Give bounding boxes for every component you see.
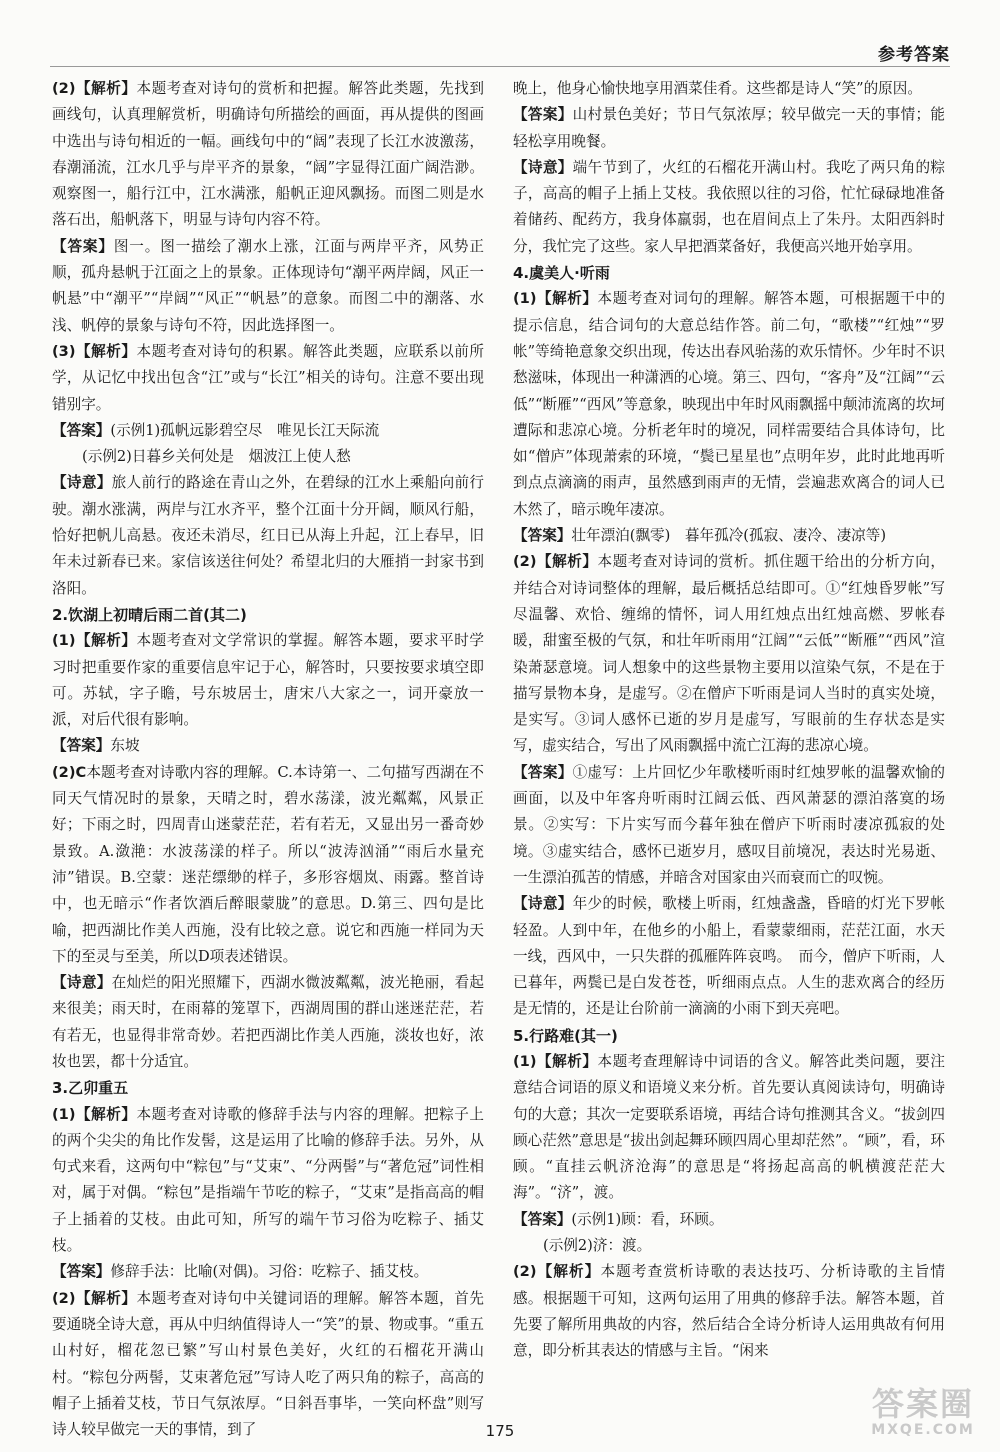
paragraph (52, 760, 484, 970)
paragraph-text: 在灿烂的阳光照耀下，西湖水微波粼粼，波光艳丽，看起来很美；雨天时，在雨幕的笼罩下，西湖周围的群山迷迷茫茫，若有若无，也显得非常奇妙。若把西湖比作美人西施，淡妆也好，浓妆也罢，都十分适宜。 (52, 974, 484, 1070)
section-title: 4.虞美人·听雨 (513, 264, 610, 283)
paragraph-text: 本题考查对词句的理解。解答本题，可根据题干中的提示信息，结合词句的大意总结作答。前二句，“歌楼”“红烛”“罗帐”等绮艳意象交织出现，传达出春风骀荡的欢乐情怀。少年时不识愁滋味，体现出一种潇洒的心境。第三、四句，“客舟”及“江阔”“云低”“断雁”“西风”等意象，映现出中年时风雨飘摇中颠沛流离的坎坷遭际和悲凉心境。分析老年时的境况，同样需要结合具体诗句，比如“僧庐”体现萧索的环境，“鬓已星星也”点明年岁，此时此地再听到点点滴滴的雨声，虽然感到雨声的无情，尝遍悲欢离合的词人已木然了，暗示晚年凄凉。 (513, 290, 945, 518)
paragraph (513, 155, 945, 260)
paragraph-tag: 【答案】 (52, 421, 111, 439)
left-column (52, 76, 484, 1443)
paragraph (513, 523, 945, 549)
paragraph (52, 470, 484, 601)
paragraph (513, 1259, 945, 1364)
paragraph (52, 733, 484, 759)
paragraph-tag: (2)【解析】 (52, 80, 137, 97)
paragraph (52, 234, 484, 339)
paragraph (52, 970, 484, 1075)
paragraph-text: 本题考查对诗句的赏析和把握。解答此类题，先找到画线句，认真理解赏析，明确诗句所描绘的画面，再从提供的图画中选出与诗句相近的一幅。画线句中的“阔”表现了长江水波激荡，春潮涌流，江水几乎与岸平齐的景象，“阔”字显得江面广阔浩渺。观察图一，船行江中，江水满涨，船帆正迎风飘扬。而图二则是水落石出，船帆落下，明显与诗句内容不符。 (52, 80, 484, 229)
paragraph-tag: (1)【解析】 (52, 1105, 137, 1123)
paragraph-text: ①虚写：上片回忆少年歌楼听雨时红烛罗帐的温馨欢愉的画面，以及中年客舟听雨时江阔云低、西风萧瑟的漂泊落寞的场景。②实写：下片实写而今暮年独在僧庐下听雨时凄凉孤寂的处境。③虚实结合，感怀已逝岁月，感叹目前境况，表达时光易逝、一生漂泊孤苦的情感，并暗含对国家由兴而衰而亡的叹惋。 (513, 763, 945, 886)
paragraph-text: 本题考查对诗歌的修辞手法与内容的理解。把粽子上的两个尖尖的角比作发髻，这是运用了比喻的修辞手法。另外，从句式来看，这两句中“粽包”与“艾束”、“分两髻”与“著危冠”词性相对，属于对偶。“粽包”是指端午节吃的粽子，“艾束”是指高高的帽子上插着的艾枝。由此可知，所写的端午节习俗为吃粽子、插艾枝。 (52, 1105, 484, 1255)
section-title: 3.乙卯重五 (52, 1079, 129, 1098)
paragraph (52, 1259, 484, 1285)
paragraph (513, 760, 945, 891)
paragraph-text: 山村景色美好；节日气氛浓厚；较早做完一天的事情；能轻松享用晚餐。 (513, 106, 945, 150)
paragraph-tag: (2)C (52, 763, 87, 781)
paragraph (513, 286, 945, 523)
paragraph-text: 本题考查对诗句中关键词语的理解。解答本题，首先要通晓全诗大意，再从中归纳值得诗人一“笑”的景、物或事。“重五山村好，榴花忽已繁”写山村景色美好，火红的石榴花开满山村。“粽包分两髻，艾束著危冠”写诗人吃了两只角的粽子，高高的帽子上插着艾枝，节日气氛浓厚。“日斜吾事毕，一笑向杯盘”则写诗人较早做完一天的事情，到了 (52, 1289, 484, 1439)
watermark-logo-text: 答案圈 (871, 1385, 974, 1423)
paragraph-text: 东坡 (110, 737, 140, 755)
paragraph-tag: 【答案】 (513, 106, 573, 124)
paragraph-text: 本题考查赏析诗歌的表达技巧、分析诗歌的主旨情感。根据题干可知，这两句运用了用典的修辞手法。解答本题，首先要了解所用典故的内容，然后结合全诗分析诗人运用典故有何用意，即分析其表达的情感与主旨。“闲来 (513, 1263, 945, 1360)
paragraph (513, 549, 945, 759)
paragraph-tag: (3)【解析】 (52, 342, 137, 360)
paragraph-tag: 【诗意】 (513, 895, 573, 913)
paragraph-tag: (1)【解析】 (513, 290, 598, 308)
paragraph (52, 76, 484, 234)
paragraph-text: 端午节到了，火红的石榴花开满山村。我吃了两只角的粽子，高高的帽子上插上艾枝。我依照以往的习俗，忙忙碌碌地准备着储药、配药方，我身体羸弱，也在眉间点上了朱丹。太阳西斜时分，我忙完了这些。家人早把酒菜备好，我便高兴地开始享用。 (513, 158, 945, 255)
paragraph (513, 1049, 945, 1207)
paragraph-text: 本题考查对诗歌内容的理解。C.本诗第一、二句描写西湖在不同天气情况时的景象，天晴之时，碧水荡漾，波光粼粼，风景正好；下雨之时，四周青山迷蒙茫茫，若有若无，又显出另一番奇妙景致。A.潋滟：水波荡漾的样子。所以“波涛汹涌”“雨后水量充沛”错误。B.空蒙：迷茫缥缈的样子，多形容烟岚、雨露。整首诗中，也无暗示“作者饮酒后醉眼蒙胧”的意思。D.第三、四句是比喻，把西湖比作美人西施，没有比较之意。说它和西施一样同为天下的至灵与至美，所以D项表述错误。 (52, 763, 484, 965)
paragraph-tag: (2)【解析】 (513, 1263, 601, 1281)
page-number: 175 (485, 1422, 515, 1440)
paragraph-text: (示例1)孤帆远影碧空尽 唯见长江天际流 (110, 421, 380, 439)
paragraph-text: 旅人前行的路途在青山之外，在碧绿的江水上乘船向前行驶。潮水涨满，两岸与江水齐平，整个江面十分开阔，顺风行船，恰好把帆儿高悬。夜还未消尽，红日已从海上升起，江上春早，旧年未过新春已来。家信该送往何处？希望北归的大雁捎一封家书到洛阳。 (52, 474, 484, 597)
paragraph-tag: (1)【解析】 (513, 1052, 598, 1070)
watermark-logo-domain: MXQE.COM (871, 1422, 975, 1438)
paragraph-text: (示例2)济：渡。 (543, 1237, 652, 1255)
paragraph-tag: (2)【解析】 (513, 553, 598, 571)
paragraph-text: 修辞手法：比喻(对偶)。习俗：吃粽子、插艾枝。 (110, 1263, 429, 1281)
paragraph-text: 本题考查对诗句的积累。解答此类题，应联系以前所学，从记忆中找出包含“江”或与“长江”相关的诗句。注意不要出现错别字。 (52, 342, 484, 413)
page-header-title: 参考答案 (878, 45, 950, 65)
section-title: 2.饮湖上初晴后雨二首(其二) (52, 605, 247, 624)
paragraph-tag: 【诗意】 (52, 474, 112, 492)
paragraph-text: 壮年漂泊(飘零) 暮年孤冷(孤寂、凄冷、凄凉等) (571, 527, 887, 545)
header-rule (50, 66, 950, 67)
paragraph-tag: 【答案】 (52, 737, 111, 755)
paragraph-tag: (2)【解析】 (52, 1289, 137, 1307)
watermark-logo (858, 1386, 988, 1446)
paragraph-tag: 【答案】 (513, 1210, 572, 1228)
paragraph (513, 1233, 945, 1259)
section-title: 5.行路难(其一) (513, 1026, 618, 1045)
paragraph-tag: 【诗意】 (52, 974, 112, 992)
paragraph-text: (示例2)日暮乡关何处是 烟波江上使人愁 (82, 448, 351, 466)
paragraph-tag: 【答案】 (513, 763, 573, 781)
paragraph (52, 1286, 484, 1444)
paragraph (513, 76, 945, 102)
paragraph-text: 晚上，他身心愉快地享用酒菜佳肴。这些都是诗人“笑”的原因。 (513, 80, 922, 97)
paragraph (52, 628, 484, 733)
right-column (513, 76, 945, 1365)
paragraph (513, 102, 945, 155)
paragraph (52, 1102, 484, 1260)
paragraph (52, 444, 484, 470)
paragraph-tag: 【诗意】 (513, 158, 573, 176)
paragraph (513, 1207, 945, 1233)
paragraph-tag: 【答案】 (52, 1263, 111, 1281)
paragraph-text: 本题考查理解诗中词语的含义。解答此类问题，要注意结合词语的原义和语境义来分析。首先要认真阅读诗句，明确诗句的大意；其次一定要联系语境，再结合诗句推测其含义。“拔剑四顾心茫然”意思是“拔出剑起舞环顾四周心里却茫然”。“顾”，看，环顾。“直挂云帆济沧海”的意思是“将扬起高高的帆横渡茫茫大海”。“济”，渡。 (513, 1052, 945, 1202)
paragraph-text: 本题考查对文学常识的掌握。解答本题，要求平时学习时把重要作家的重要信息牢记于心，解答时，只要按要求填空即可。苏轼，字子瞻，号东坡居士，唐宋八大家之一，词开豪放一派，对后代很有影响。 (52, 632, 484, 729)
paragraph-tag: 【答案】 (52, 237, 114, 255)
paragraph (52, 418, 484, 444)
paragraph (513, 891, 945, 1022)
paragraph-text: 年少的时候，歌楼上听雨，红烛盏盏，昏暗的灯光下罗帐轻盈。人到中年，在他乡的小船上，看蒙蒙细雨，茫茫江面，水天一线，西风中，一只失群的孤雁阵阵哀鸣。 而今，僧庐下听雨，人已暮年，两鬓已是白发苍苍，听细雨点点。人生的悲欢离合的经历是无情的，还是让台阶前一滴滴的小雨下到天亮吧。 (513, 895, 945, 1018)
paragraph-text: 本题考查对诗词的赏析。抓住题干给出的分析方向，并结合对诗词整体的理解，最后概括总结即可。①“红烛昏罗帐”写尽温馨、欢恰、缠绵的情怀，词人用红烛点出红烛高燃、罗帐春暖，甜蜜至极的气氛，和壮年听雨用“江阔”“云低”“断雁”“西风”渲染萧瑟意境。词人想象中的这些景物主要用以渲染气氛，不是在于描写景物本身，是虚写。②在僧庐下听雨是词人当时的真实处境，是实写。③词人感怀已逝的岁月是虚写，写眼前的生存状态是实写，虚实结合，写出了风雨飘摇中流亡江海的悲凉心境。 (513, 553, 945, 755)
paragraph (52, 339, 484, 418)
paragraph-text: (示例1)顾：看，环顾。 (571, 1210, 724, 1228)
paragraph-tag: (1)【解析】 (52, 632, 137, 650)
paragraph-tag: 【答案】 (513, 527, 572, 545)
paragraph-text: 图一。图一描绘了潮水上涨，江面与两岸平齐，风势正顺，孤舟悬帆于江面之上的景象。正体现诗句“潮平两岸阔，风正一帆悬”中“潮平”“岸阔”“风正”“帆悬”的意象。而图二中的潮落、水浅、帆停的景象与诗句不符，因此选择图一。 (52, 237, 484, 334)
